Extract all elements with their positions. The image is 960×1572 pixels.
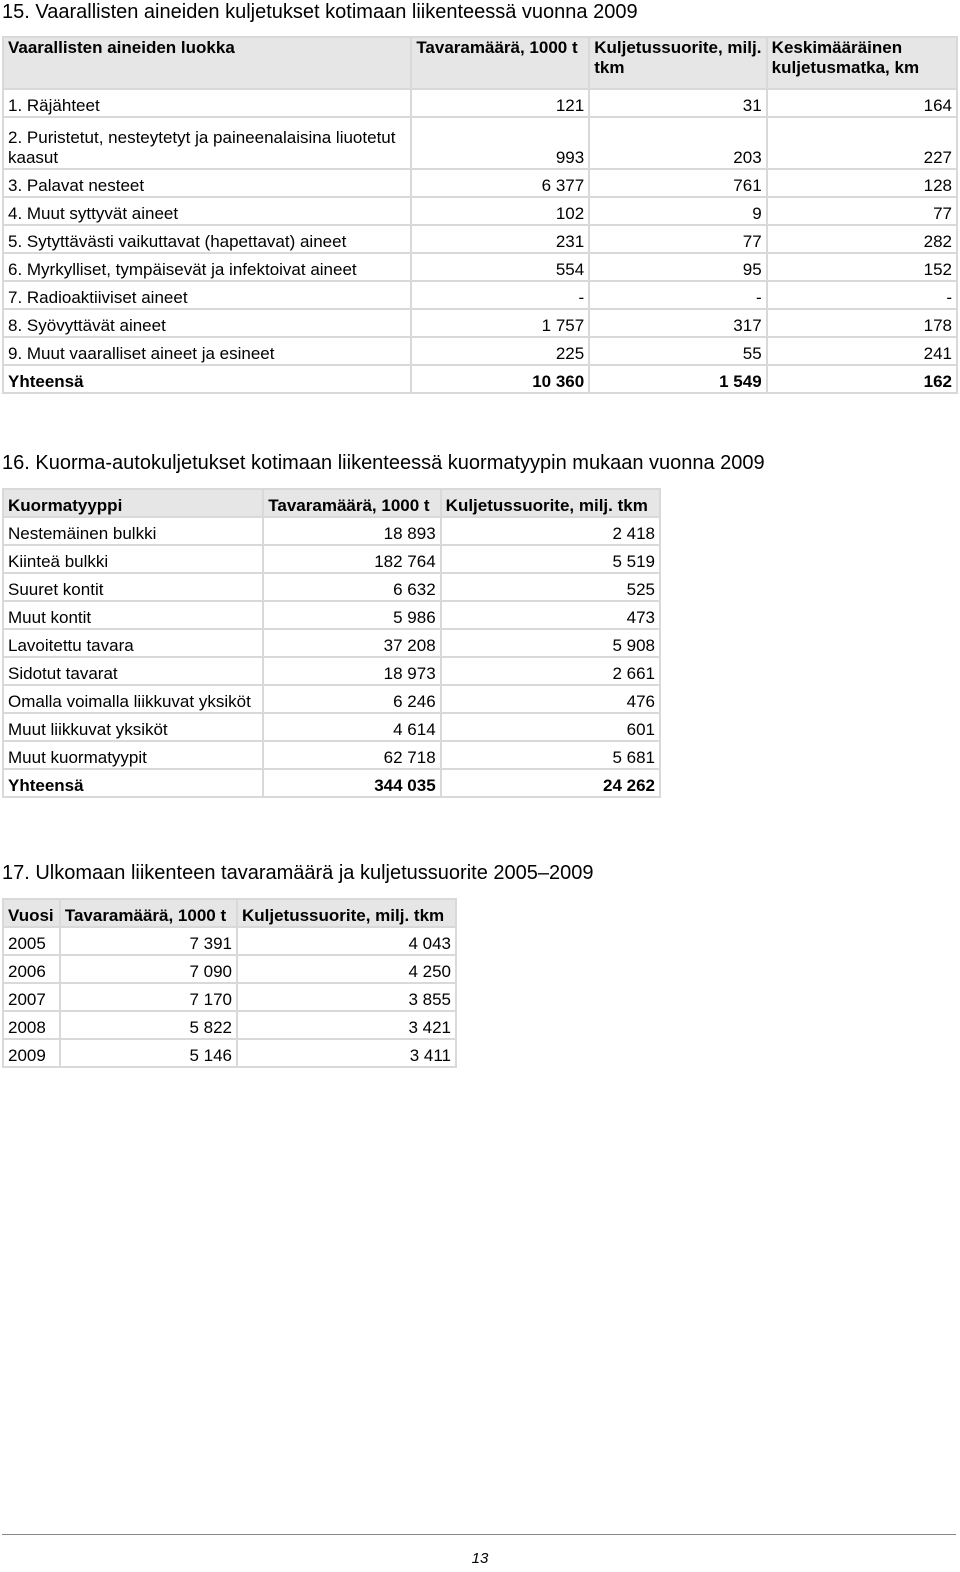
- cell-value: 4 614: [263, 713, 440, 741]
- table17-title: 17. Ulkomaan liikenteen tavaramäärä ja kuljetussuorite 2005–2009: [2, 862, 594, 884]
- total-value: 10 360: [411, 365, 589, 393]
- table-row: [3, 983, 456, 1011]
- row-label: 2006: [3, 955, 60, 983]
- cell-value: 5 986: [263, 601, 440, 629]
- cell-value: 152: [767, 253, 957, 281]
- cell-value: 317: [589, 309, 766, 337]
- cell-value: 282: [767, 225, 957, 253]
- total-label: Yhteensä: [3, 365, 411, 393]
- row-label: Muut kontit: [3, 601, 263, 629]
- cell-value: 182 764: [263, 545, 440, 573]
- row-label: 6. Myrkylliset, tympäisevät ja infektoivat aineet: [3, 253, 411, 281]
- cell-value: 7 090: [60, 955, 237, 983]
- cell-value: 18 893: [263, 517, 440, 545]
- cell-value: 3 421: [237, 1011, 456, 1039]
- table-row: [3, 657, 660, 685]
- row-label: Lavoitettu tavara: [3, 629, 263, 657]
- cell-value: 128: [767, 169, 957, 197]
- row-label: Muut kuormatyypit: [3, 741, 263, 769]
- table-row: [3, 927, 456, 955]
- cell-value: 4 250: [237, 955, 456, 983]
- table-row: [3, 545, 660, 573]
- cell-value: 37 208: [263, 629, 440, 657]
- column-header: Kuormatyyppi: [3, 489, 263, 517]
- cell-value: 7 391: [60, 927, 237, 955]
- row-label: 2. Puristetut, nesteytetyt ja paineenalaisina liuotetut kaasut: [3, 117, 411, 169]
- cell-value: 5 908: [441, 629, 660, 657]
- cell-value: 4 043: [237, 927, 456, 955]
- cell-value: 525: [441, 573, 660, 601]
- cell-value: 1 757: [411, 309, 589, 337]
- total-value: 162: [767, 365, 957, 393]
- cell-value: 5 519: [441, 545, 660, 573]
- row-label: 2009: [3, 1039, 60, 1067]
- table-row: [3, 955, 456, 983]
- row-label: 3. Palavat nesteet: [3, 169, 411, 197]
- cell-value: 203: [589, 117, 766, 169]
- cell-value: 3 855: [237, 983, 456, 1011]
- cell-value: 5 146: [60, 1039, 237, 1067]
- row-label: Suuret kontit: [3, 573, 263, 601]
- row-label: 4. Muut syttyvät aineet: [3, 197, 411, 225]
- total-value: 24 262: [441, 769, 660, 797]
- cell-value: -: [589, 281, 766, 309]
- table-row: [3, 741, 660, 769]
- table-row: [3, 517, 660, 545]
- cell-value: 102: [411, 197, 589, 225]
- cell-value: 5 822: [60, 1011, 237, 1039]
- cell-value: 225: [411, 337, 589, 365]
- total-row: [3, 769, 660, 797]
- cell-value: 55: [589, 337, 766, 365]
- total-row: [3, 365, 957, 393]
- row-label: Nestemäinen bulkki: [3, 517, 263, 545]
- total-value: 1 549: [589, 365, 766, 393]
- row-label: 2005: [3, 927, 60, 955]
- cell-value: 241: [767, 337, 957, 365]
- column-header: Vuosi: [3, 899, 60, 927]
- cell-value: 227: [767, 117, 957, 169]
- cell-value: 95: [589, 253, 766, 281]
- load-type-table: [2, 488, 661, 798]
- table-row: [3, 713, 660, 741]
- international-traffic-table: [2, 898, 457, 1068]
- cell-value: 554: [411, 253, 589, 281]
- cell-value: 5 681: [441, 741, 660, 769]
- row-label: Omalla voimalla liikkuvat yksiköt: [3, 685, 263, 713]
- total-label: Yhteensä: [3, 769, 263, 797]
- cell-value: 6 632: [263, 573, 440, 601]
- cell-value: 761: [589, 169, 766, 197]
- row-label: 2008: [3, 1011, 60, 1039]
- table-row: [3, 89, 957, 117]
- table-row: [3, 1039, 456, 1067]
- row-label: 5. Sytyttävästi vaikuttavat (hapettavat) aineet: [3, 225, 411, 253]
- table-row: [3, 169, 957, 197]
- cell-value: 6 246: [263, 685, 440, 713]
- table-row: [3, 309, 957, 337]
- row-label: 2007: [3, 983, 60, 1011]
- row-label: 1. Räjähteet: [3, 89, 411, 117]
- table-row: [3, 253, 957, 281]
- column-header: Kuljetussuorite, milj. tkm: [441, 489, 660, 517]
- table-row: [3, 685, 660, 713]
- cell-value: 178: [767, 309, 957, 337]
- cell-value: 993: [411, 117, 589, 169]
- cell-value: 473: [441, 601, 660, 629]
- table-row: [3, 337, 957, 365]
- table-row: [3, 225, 957, 253]
- cell-value: 601: [441, 713, 660, 741]
- column-header: Vaarallisten aineiden luokka: [3, 37, 411, 89]
- table16-title: 16. Kuorma-autokuljetukset kotimaan liikenteessä kuormatyypin mukaan vuonna 2009: [2, 452, 765, 474]
- cell-value: 7 170: [60, 983, 237, 1011]
- column-header: Tavaramäärä, 1000 t: [60, 899, 237, 927]
- dangerous-goods-table: [2, 36, 958, 394]
- cell-value: 121: [411, 89, 589, 117]
- row-label: 7. Radioaktiiviset aineet: [3, 281, 411, 309]
- cell-value: 9: [589, 197, 766, 225]
- row-label: 8. Syövyttävät aineet: [3, 309, 411, 337]
- cell-value: 476: [441, 685, 660, 713]
- column-header: Tavaramäärä, 1000 t: [411, 37, 589, 89]
- cell-value: 77: [589, 225, 766, 253]
- column-header: Kuljetussuorite, milj. tkm: [237, 899, 456, 927]
- cell-value: 3 411: [237, 1039, 456, 1067]
- column-header: Kuljetussuorite, milj. tkm: [589, 37, 766, 89]
- cell-value: 31: [589, 89, 766, 117]
- cell-value: 6 377: [411, 169, 589, 197]
- cell-value: 2 418: [441, 517, 660, 545]
- column-header: Tavaramäärä, 1000 t: [263, 489, 440, 517]
- row-label: Sidotut tavarat: [3, 657, 263, 685]
- cell-value: 2 661: [441, 657, 660, 685]
- table-row: [3, 601, 660, 629]
- total-value: 344 035: [263, 769, 440, 797]
- row-label: Muut liikkuvat yksiköt: [3, 713, 263, 741]
- row-label: Kiinteä bulkki: [3, 545, 263, 573]
- cell-value: 164: [767, 89, 957, 117]
- cell-value: -: [767, 281, 957, 309]
- table-row: [3, 117, 957, 169]
- cell-value: 18 973: [263, 657, 440, 685]
- cell-value: -: [411, 281, 589, 309]
- table-row: [3, 1011, 456, 1039]
- page-number: 13: [471, 1550, 489, 1567]
- cell-value: 77: [767, 197, 957, 225]
- cell-value: 231: [411, 225, 589, 253]
- row-label: 9. Muut vaaralliset aineet ja esineet: [3, 337, 411, 365]
- table-row: [3, 281, 957, 309]
- cell-value: 62 718: [263, 741, 440, 769]
- table15-title: 15. Vaarallisten aineiden kuljetukset kotimaan liikenteessä vuonna 2009: [2, 1, 638, 23]
- table-row: [3, 197, 957, 225]
- table-row: [3, 629, 660, 657]
- footer-divider: [2, 1534, 956, 1535]
- table-row: [3, 573, 660, 601]
- column-header: Keskimääräinen kuljetusmatka, km: [767, 37, 957, 89]
